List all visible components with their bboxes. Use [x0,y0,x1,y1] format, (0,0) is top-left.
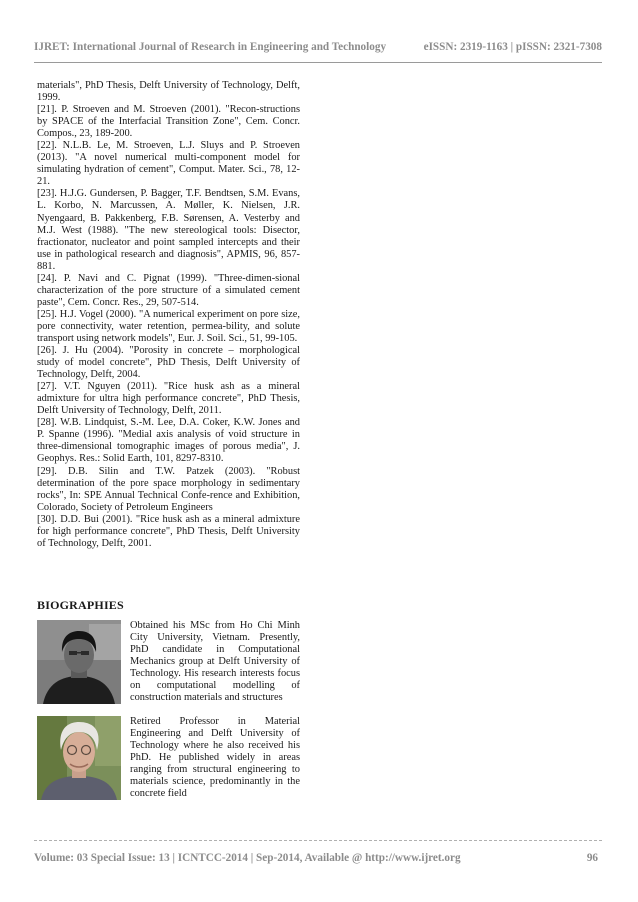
footer-divider [34,840,602,841]
issue-info: Volume: 03 Special Issue: 13 | ICNTCC-2014 | Sep-2014, Available @ http://www.ijret.org [34,852,461,864]
reference-29: [29]. D.B. Silin and T.W. Patzek (2003). "Robust determination of the pore space morphology in sedimentary rocks", In: SPE Annual Technical Confe-rence and Exhibition, Colorado, Society of Petroleum Engineers [37,465,300,513]
author-photo-image [37,620,121,704]
biography-text: Retired Professor in Material Engineering and Delft University of Technology where he also received his PhD. He published widely in areas ranging from structural engineering to materials science, predominantly in the concrete field [130,716,300,800]
issn-info: eISSN: 2319-1163 | pISSN: 2321-7308 [423,41,602,53]
header-divider [34,62,602,63]
journal-title: IJRET: International Journal of Research in Engineering and Technology [34,41,387,53]
reference-28: [28]. W.B. Lindquist, S.-M. Lee, D.A. Coker, K.W. Jones and P. Spanne (1996). "Medial axis analysis of void structure in three-dimensional tomographic images of porous media", J. Geophys. Res.: Solid Earth, 101, 8297-8310. [37,417,300,465]
author-photo-image [37,716,121,800]
reference-continued: materials", PhD Thesis, Delft University of Technology, Delft, 1999. [37,80,300,104]
reference-list [37,80,300,550]
reference-26: [26]. J. Hu (2004). "Porosity in concrete – morphological study of model concrete", PhD Thesis, Delft University of Technology, Delft, 2004. [37,345,300,381]
reference-27: [27]. V.T. Nguyen (2011). "Rice husk ash as a mineral admixture for ultra high performance concrete", PhD Thesis, Delft University of Technology, Delft, 2011. [37,381,300,417]
reference-24: [24]. P. Navi and C. Pignat (1999). "Three-dimen-sional characterization of the pore structure of a simulated cement paste", Cem. Concr. Res., 29, 507-514. [37,272,300,308]
reference-25: [25]. H.J. Vogel (2000). "A numerical experiment on pore size, pore connectivity, water retention, permea-bility, and solute transport using network models", Eur. J. Soil. Sci., 51, 99-105. [37,308,300,344]
page-number: 96 [586,852,598,864]
running-footer [34,852,598,864]
author-photo [37,716,121,800]
biographies-heading: BIOGRAPHIES [37,598,124,612]
reference-21: [21]. P. Stroeven and M. Stroeven (2001). "Recon-structions by SPACE of the Interfacial Transition Zone", Cem. Concr. Compos., 23, 189-200. [37,104,300,140]
reference-30: [30]. D.D. Bui (2001). "Rice husk ash as a mineral admixture for high performance concrete", PhD Thesis, Delft University of Technology, Delft, 2001. [37,513,300,549]
author-photo [37,620,121,704]
reference-22: [22]. N.L.B. Le, M. Stroeven, L.J. Sluys and P. Stroeven (2013). "A novel numerical multi-component model for simulating hydration of cement", Comput. Mater. Sci., 78, 12-21. [37,140,300,188]
reference-23: [23]. H.J.G. Gundersen, P. Bagger, T.F. Bendtsen, S.M. Evans, L. Korbo, N. Marcussen, A. Møller, K. Nielsen, J.R. Nyengaard, B. Pakkenberg, F.B. Sørensen, A. Vesterby and M.J. West (1988). "The new stereological tools: Disector, fractionator, nucleator and point sampled intercepts and their use in pathological research and diagnosis", APMIS, 96, 857-881. [37,188,300,272]
running-header [34,41,602,53]
biography-text: Obtained his MSc from Ho Chi Minh City University, Vietnam. Presently, PhD candidate in Computational Mechanics group at Delft University of Technology. His research interests focus on computational modelling of construction materials and structures [130,620,300,704]
